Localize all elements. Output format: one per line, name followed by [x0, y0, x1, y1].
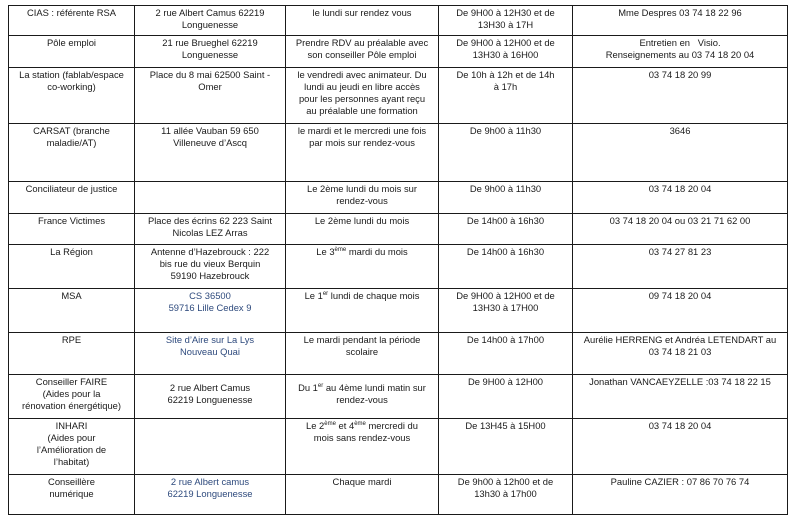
- service-name-cell: Conseiller FAIRE (Aides pour la rénovation énergétique): [9, 375, 135, 419]
- address-cell: 11 allée Vauban 59 650 Villeneuve d’Ascq: [135, 124, 286, 182]
- table-row: [9, 375, 788, 419]
- contact-cell: 03 74 18 20 04: [573, 182, 788, 214]
- contact-cell: 03 74 18 20 04 ou 03 21 71 62 00: [573, 214, 788, 245]
- contact-cell: Entretien en Visio. Renseignements au 03 74 18 20 04: [573, 36, 788, 68]
- address-cell: 2 rue Albert Camus 62219 Longuenesse: [135, 6, 286, 36]
- address-cell: 2 rue Albert Camus 62219 Longuenesse: [135, 375, 286, 419]
- schedule-cell: Le mardi pendant la période scolaire: [286, 333, 439, 375]
- service-name-cell: France Victimes: [9, 214, 135, 245]
- service-name-cell: MSA: [9, 289, 135, 333]
- table-row: [9, 333, 788, 375]
- contact-cell: 09 74 18 20 04: [573, 289, 788, 333]
- schedule-cell: Le 2ème lundi du mois sur rendez-vous: [286, 182, 439, 214]
- address-cell: Antenne d’Hazebrouck : 222 bis rue du vieux Berquin 59190 Hazebrouck: [135, 245, 286, 289]
- table-row: [9, 124, 788, 182]
- hours-cell: De 14h00 à 16h30: [439, 214, 573, 245]
- service-name-cell: Conciliateur de justice: [9, 182, 135, 214]
- hours-cell: De 9h00 à 11h30: [439, 124, 573, 182]
- schedule-cell: Le 2ème et 4ème mercredi du mois sans rendez-vous: [286, 419, 439, 475]
- service-name-cell: CIAS : référente RSA: [9, 6, 135, 36]
- hours-cell: De 13H45 à 15H00: [439, 419, 573, 475]
- contact-cell: 03 74 27 81 23: [573, 245, 788, 289]
- service-name-cell: RPE: [9, 333, 135, 375]
- contact-cell: 3646: [573, 124, 788, 182]
- hours-cell: De 9h00 à 12h00 et de 13h30 à 17h00: [439, 475, 573, 515]
- schedule-cell: le lundi sur rendez vous: [286, 6, 439, 36]
- table-row: [9, 475, 788, 515]
- schedule-cell: Le 2ème lundi du mois: [286, 214, 439, 245]
- table-row: [9, 68, 788, 124]
- table-row: [9, 289, 788, 333]
- service-name-cell: La station (fablab/espace co-working): [9, 68, 135, 124]
- address-cell: Place du 8 mai 62500 Saint - Omer: [135, 68, 286, 124]
- hours-cell: De 14h00 à 17h00: [439, 333, 573, 375]
- address-cell: Place des écrins 62 223 Saint Nicolas LEZ Arras: [135, 214, 286, 245]
- table-row: [9, 6, 788, 36]
- contact-cell: 03 74 18 20 99: [573, 68, 788, 124]
- table-row: [9, 214, 788, 245]
- schedule-cell: Du 1er au 4ème lundi matin sur rendez-vous: [286, 375, 439, 419]
- hours-cell: De 14h00 à 16h30: [439, 245, 573, 289]
- address-cell: [135, 419, 286, 475]
- hours-cell: De 9H00 à 12H30 et de 13H30 à 17H: [439, 6, 573, 36]
- hours-cell: De 9H00 à 12H00 et de 13H30 à 17H00: [439, 289, 573, 333]
- address-cell: Site d’Aire sur La Lys Nouveau Quai: [135, 333, 286, 375]
- address-cell: 2 rue Albert camus 62219 Longuenesse: [135, 475, 286, 515]
- table-row: [9, 245, 788, 289]
- service-name-cell: Conseillère numérique: [9, 475, 135, 515]
- schedule-cell: le mardi et le mercredi une fois par mois sur rendez-vous: [286, 124, 439, 182]
- schedule-cell: Chaque mardi: [286, 475, 439, 515]
- service-name-cell: Pôle emploi: [9, 36, 135, 68]
- service-name-cell: INHARI (Aides pour l’Amélioration de l’habitat): [9, 419, 135, 475]
- schedule-cell: Prendre RDV au préalable avec son conseiller Pôle emploi: [286, 36, 439, 68]
- table-row: [9, 182, 788, 214]
- service-name-cell: CARSAT (branche maladie/AT): [9, 124, 135, 182]
- service-name-cell: La Région: [9, 245, 135, 289]
- contact-cell: Pauline CAZIER : 07 86 70 76 74: [573, 475, 788, 515]
- hours-cell: De 9h00 à 11h30: [439, 182, 573, 214]
- contact-cell: Jonathan VANCAEYZELLE :03 74 18 22 15: [573, 375, 788, 419]
- table-row: [9, 419, 788, 475]
- services-table: [8, 5, 788, 515]
- schedule-cell: Le 3ème mardi du mois: [286, 245, 439, 289]
- address-cell: [135, 182, 286, 214]
- hours-cell: De 9H00 à 12H00 et de 13H30 à 16H00: [439, 36, 573, 68]
- contact-cell: Mme Despres 03 74 18 22 96: [573, 6, 788, 36]
- address-cell: 21 rue Brueghel 62219 Longuenesse: [135, 36, 286, 68]
- schedule-cell: Le 1er lundi de chaque mois: [286, 289, 439, 333]
- contact-cell: 03 74 18 20 04: [573, 419, 788, 475]
- schedule-cell: le vendredi avec animateur. Du lundi au jeudi en libre accès pour les personnes ayant reçu au préalable une formation: [286, 68, 439, 124]
- table-row: [9, 36, 788, 68]
- contact-cell: Aurélie HERRENG et Andréa LETENDART au 03 74 18 21 03: [573, 333, 788, 375]
- address-cell: CS 36500 59716 Lille Cedex 9: [135, 289, 286, 333]
- hours-cell: De 9H00 à 12H00: [439, 375, 573, 419]
- hours-cell: De 10h à 12h et de 14h à 17h: [439, 68, 573, 124]
